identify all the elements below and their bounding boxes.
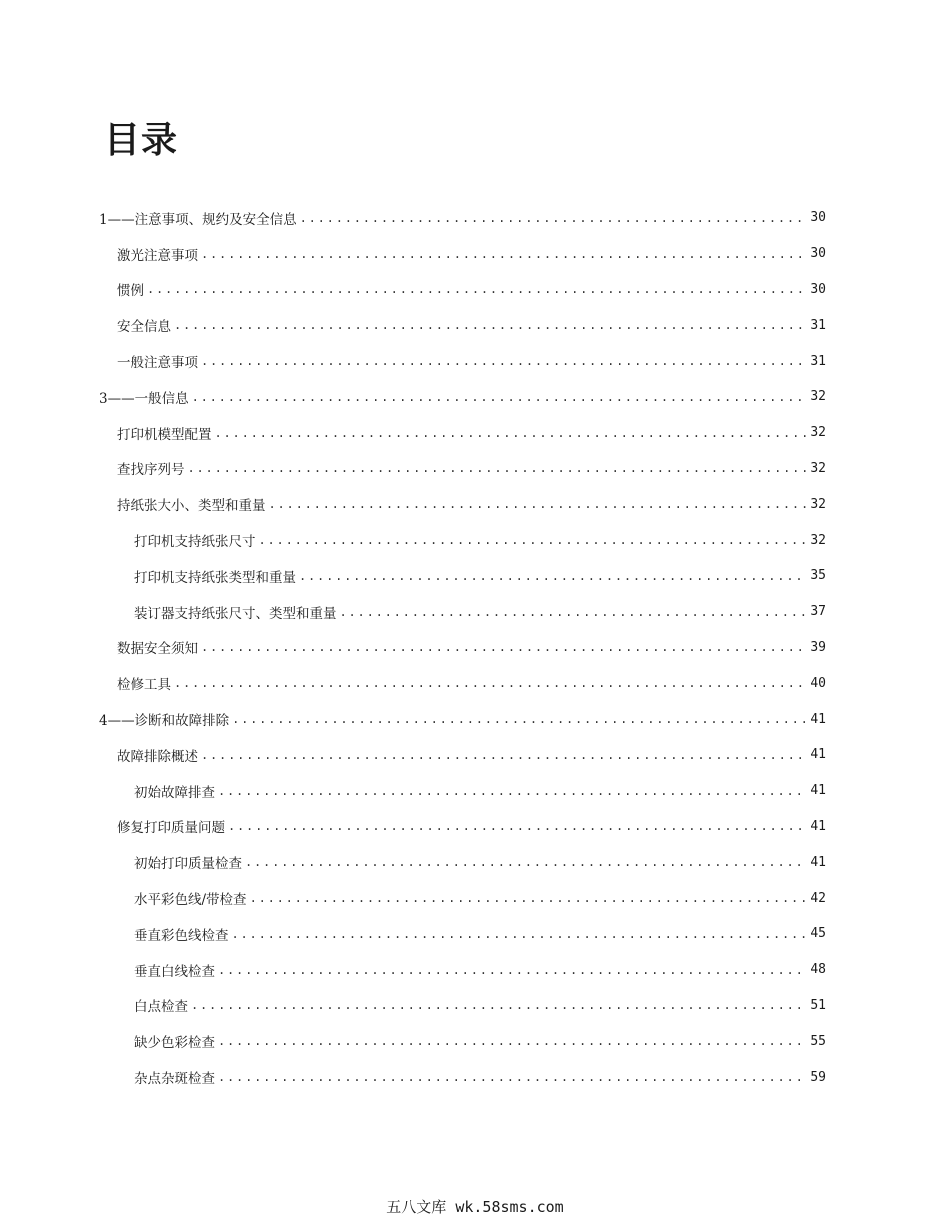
toc-entry[interactable] <box>99 558 826 594</box>
toc-dot-leader <box>250 891 808 905</box>
toc-entry[interactable] <box>99 952 826 988</box>
toc-entry-label: 持纸张大小、类型和重量 <box>117 498 266 515</box>
toc-entry[interactable] <box>99 1059 826 1095</box>
toc-entry[interactable] <box>99 1023 826 1059</box>
toc-entry[interactable] <box>99 844 826 880</box>
toc-entry-label: 垂直白线检查 <box>134 963 215 980</box>
toc-page-number: 31 <box>810 353 826 369</box>
toc-entry-label: 初始打印质量检查 <box>134 856 242 873</box>
toc-entry-label: 打印机模型配置 <box>117 426 212 443</box>
toc-entry-label: 查找序列号 <box>117 462 185 479</box>
toc-entry[interactable] <box>99 916 826 952</box>
table-of-contents <box>99 200 826 1095</box>
toc-entry[interactable] <box>99 451 826 487</box>
toc-entry[interactable] <box>99 701 826 737</box>
toc-dot-leader <box>245 855 807 869</box>
toc-page-number: 31 <box>810 317 826 333</box>
toc-dot-leader <box>201 247 807 261</box>
toc-entry-label: 3——一般信息 <box>99 390 189 407</box>
toc-entry[interactable] <box>99 379 826 415</box>
toc-entry[interactable] <box>99 809 826 845</box>
toc-page-number: 45 <box>810 926 826 942</box>
toc-dot-leader <box>192 390 808 404</box>
toc-page-number: 32 <box>810 425 826 441</box>
toc-dot-leader <box>232 927 808 941</box>
footer-watermark: 五八文库 wk.58sms.com <box>386 1198 564 1216</box>
toc-entry-label: 水平彩色线/带检查 <box>134 892 247 909</box>
toc-dot-leader <box>215 426 808 440</box>
toc-dot-leader <box>232 712 807 726</box>
toc-dot-leader <box>174 318 807 332</box>
toc-page-number: 51 <box>810 997 826 1013</box>
toc-entry-label: 垂直彩色线检查 <box>134 927 229 944</box>
toc-entry-label: 安全信息 <box>117 319 171 336</box>
toc-dot-leader <box>259 533 808 547</box>
toc-page-number: 37 <box>810 604 826 620</box>
toc-page-number: 55 <box>810 1033 826 1049</box>
toc-entry[interactable] <box>99 343 826 379</box>
toc-entry[interactable] <box>99 630 826 666</box>
toc-dot-leader <box>191 998 807 1012</box>
toc-page-number: 59 <box>810 1069 826 1085</box>
toc-dot-leader <box>201 748 807 762</box>
toc-entry[interactable] <box>99 200 826 236</box>
toc-dot-leader <box>188 461 808 475</box>
toc-entry-label: 一般注意事项 <box>117 355 198 372</box>
toc-dot-leader <box>218 784 807 798</box>
toc-entry-label: 故障排除概述 <box>117 748 198 765</box>
toc-dot-leader <box>299 569 807 583</box>
toc-page-number: 41 <box>810 818 826 834</box>
toc-entry[interactable] <box>99 665 826 701</box>
toc-page-number: 41 <box>810 783 826 799</box>
toc-dot-leader <box>201 354 807 368</box>
toc-dot-leader <box>300 211 808 225</box>
toc-dot-leader <box>218 1034 807 1048</box>
toc-entry-label: 激光注意事项 <box>117 247 198 264</box>
toc-entry-label: 修复打印质量问题 <box>117 820 225 837</box>
page-title: 目录 <box>104 120 179 161</box>
toc-entry[interactable] <box>99 486 826 522</box>
toc-entry[interactable] <box>99 737 826 773</box>
toc-dot-leader <box>201 640 807 654</box>
toc-page-number: 48 <box>810 962 826 978</box>
toc-entry[interactable] <box>99 988 826 1024</box>
toc-entry[interactable] <box>99 522 826 558</box>
toc-entry-label: 初始故障排查 <box>134 784 215 801</box>
toc-dot-leader <box>174 676 807 690</box>
toc-dot-leader <box>269 497 808 511</box>
toc-entry-label: 缺少色彩检查 <box>134 1035 215 1052</box>
toc-page-number: 32 <box>810 496 826 512</box>
toc-page-number: 35 <box>810 568 826 584</box>
toc-page-number: 40 <box>810 675 826 691</box>
toc-entry-label: 白点检查 <box>134 999 188 1016</box>
toc-entry[interactable] <box>99 236 826 272</box>
toc-entry[interactable] <box>99 880 826 916</box>
toc-entry-label: 打印机支持纸张类型和重量 <box>134 569 296 586</box>
toc-page-number: 41 <box>810 747 826 763</box>
toc-dot-leader <box>218 1070 807 1084</box>
toc-entry[interactable] <box>99 272 826 308</box>
toc-entry[interactable] <box>99 415 826 451</box>
toc-page-number: 41 <box>810 711 826 727</box>
toc-page-number: 30 <box>810 246 826 262</box>
toc-dot-leader <box>147 282 807 296</box>
toc-entry-label: 杂点杂斑检查 <box>134 1071 215 1088</box>
toc-dot-leader <box>340 605 808 619</box>
toc-page-number: 30 <box>810 281 826 297</box>
toc-entry-label: 惯例 <box>117 283 144 300</box>
toc-entry-label: 数据安全须知 <box>117 641 198 658</box>
toc-page-number: 32 <box>810 532 826 548</box>
toc-entry-label: 1——注意事项、规约及安全信息 <box>99 211 297 228</box>
toc-page-number: 39 <box>810 639 826 655</box>
toc-page-number: 42 <box>810 890 826 906</box>
toc-entry[interactable] <box>99 773 826 809</box>
toc-page-number: 32 <box>810 460 826 476</box>
toc-page-number: 30 <box>810 210 826 226</box>
toc-entry-label: 装订器支持纸张尺寸、类型和重量 <box>134 605 337 622</box>
toc-entry[interactable] <box>99 307 826 343</box>
toc-dot-leader <box>228 819 807 833</box>
toc-dot-leader <box>218 963 807 977</box>
toc-entry[interactable] <box>99 594 826 630</box>
toc-page-number: 41 <box>810 854 826 870</box>
toc-page-number: 32 <box>810 389 826 405</box>
toc-entry-label: 4——诊断和故障排除 <box>99 713 230 730</box>
toc-entry-label: 打印机支持纸张尺寸 <box>134 534 256 551</box>
toc-entry-label: 检修工具 <box>117 677 171 694</box>
